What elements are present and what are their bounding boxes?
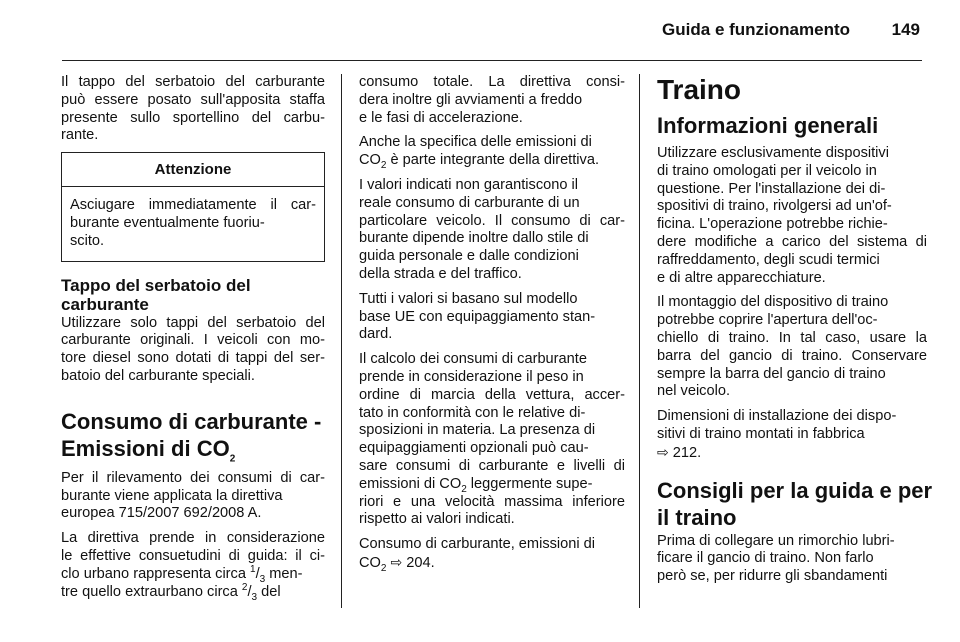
column-1 xyxy=(61,74,325,608)
page-reference-link[interactable]: 204. xyxy=(402,554,435,571)
paragraph-fuel-cap-holder: Il tappo del serbatoio del carburante può essere posato sull'apposita staffa presente sullo sportellino del carbu- rante. xyxy=(61,74,325,144)
page-number: 149 xyxy=(891,20,920,39)
heading-fuel-consumption: Consumo di carburante - Emissioni di $CO_2$ xyxy=(61,408,322,465)
paragraph-calculation: Il calcolo dei consumi di carburante prende in considerazione il peso in ordine di marcia della vettura, accer- tato in conformità con le relative di- sposizioni in materia. La presenza di equipaggiamenti opzionali può cau- sare consumi di carburante e livelli di emissioni di $CO_2$ leggermente supe- riori e una velocità massima inferiore rispetto ai valori indicati. xyxy=(359,351,625,528)
page-reference-arrow-icon[interactable]: ⇨ xyxy=(657,443,669,460)
heading-fuel-cap: Tappo del serbatoio del carburante xyxy=(61,275,251,314)
paragraph-fuel-cap: Utilizzare solo tappi del serbatoio del carburante originali. I veicoli con mo- tore diesel sono dotati di tappi del ser- batoio del carburante speciali. xyxy=(61,314,325,384)
page-reference-link[interactable]: 212. xyxy=(668,444,702,461)
paragraph-total-consumption: consumo totale. La direttiva consi- dera inoltre gli avviamenti a freddo e le fasi di accelerazione. xyxy=(359,74,625,126)
column-divider xyxy=(639,74,640,608)
paragraph-consumption-reference: Consumo di carburante, emissioni di $CO_2$ ⇨ 204. xyxy=(359,536,596,574)
warning-title: Attenzione xyxy=(62,153,324,187)
page-reference-arrow-icon[interactable]: ⇨ xyxy=(390,553,403,570)
column-divider xyxy=(341,74,342,608)
heading-towing-tips: Consigli per la guida e per il traino xyxy=(657,477,933,530)
warning-text: Asciugare immediatamente il car- burante eventualmente fuoriu- scito. xyxy=(70,197,316,249)
running-header-title: Guida e funzionamento xyxy=(662,20,850,39)
paragraph-emissions-spec: Anche la specifica delle emissioni di $CO_2$ è parte integrante della direttiva. xyxy=(359,134,600,172)
paragraph-towing-tips: Prima di collegare un rimorchio lubri- ficare il gancio di traino. Non farlo però se, per ridurre gli sbandamenti xyxy=(657,532,895,585)
header-rule xyxy=(62,60,922,61)
warning-box xyxy=(61,152,325,261)
heading-general-info: Informazioni generali xyxy=(657,113,879,138)
paragraph-towing-devices: Utilizzare esclusivamente dispositivi di traino omologati per il veicolo in questione. Per l'installazione dei di- spositivi di traino, rivolgersi ad un'of- ficina. L'operazione potrebbe richie- dere modifiche a carico del sistema di raffreddamento, degli scudi termici e di altre apparecchiature. xyxy=(657,145,927,286)
paragraph-directive: Per il rilevamento dei consumi di car- burante viene applicata la direttiva europea 715/2007 692/2008 A. xyxy=(61,469,325,522)
paragraph-towing-eye: Il montaggio del dispositivo di traino potrebbe coprire l'apertura dell'oc- chiello di traino. In tal caso, usare la barra del gancio di traino. Conservare sempre la barra del gancio di traino nel veicolo. xyxy=(657,294,927,400)
column-3 xyxy=(657,74,933,593)
paragraph-driving-cycle: La direttiva prende in considerazione le effettive consuetudini di guida: il ci- clo urbano rappresenta circa $^1/_3$ men- tre quello extraurbano circa $^2/_3$ del xyxy=(61,530,325,603)
heading-towing: Traino xyxy=(657,74,742,105)
paragraph-base-model: Tutti i valori si basano sul modello base UE con equipaggiamento stan- dard. xyxy=(359,290,596,343)
paragraph-values-disclaimer: I valori indicati non garantiscono il reale consumo di carburante di un particolare veicolo. Il consumo di car- burante dipende inoltre dallo stile di guida personale e dalle condizioni della strada e del traffico. xyxy=(359,176,625,282)
paragraph-installation-dimensions: Dimensioni di installazione dei dispo- sitivi di traino montati in fabbrica ⇨ 212. xyxy=(657,408,897,461)
column-2 xyxy=(359,74,625,580)
